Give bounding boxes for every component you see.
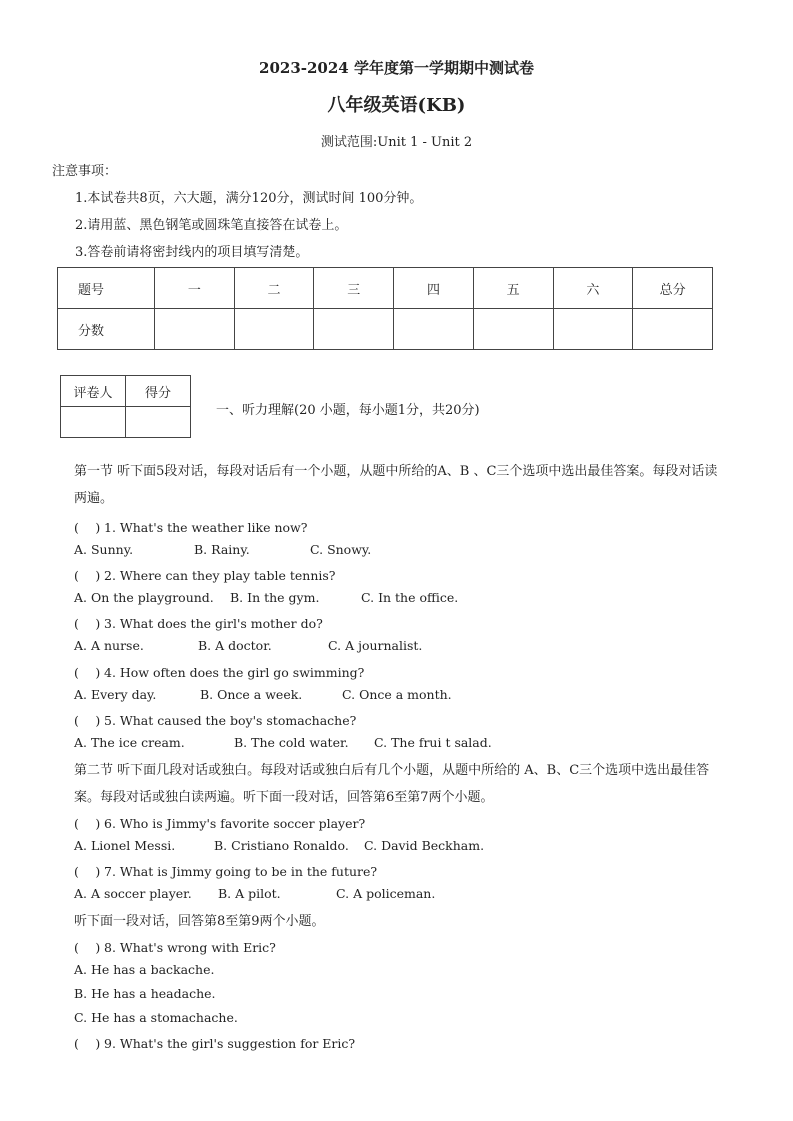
option: C. David Beckham. <box>364 838 485 853</box>
option: B. In the gym. <box>230 590 320 605</box>
notes-heading: 注意事项： <box>52 164 118 179</box>
option: B. Once a week. <box>200 687 303 702</box>
option: A. A nurse. <box>74 638 144 653</box>
score-cell: 一 <box>155 268 235 309</box>
grader-score-entry-cell[interactable] <box>126 407 191 438</box>
option: B. He has a headache. <box>74 986 216 1001</box>
options-row <box>74 590 458 605</box>
options-row <box>74 638 422 653</box>
options-row <box>74 542 371 557</box>
score-entry-cell[interactable] <box>234 309 314 350</box>
part2-sub-instructions: 听下面一段对话，回答第8至第9两个小题。 <box>74 914 325 929</box>
options-row <box>74 886 435 901</box>
score-cell: 四 <box>394 268 474 309</box>
option: C. He has a stomachache. <box>74 1010 238 1025</box>
question-text: 7. What is Jimmy going to be in the future? <box>104 864 378 879</box>
question-text: 3. What does the girl's mother do? <box>104 616 323 631</box>
option: B. A pilot. <box>218 886 281 901</box>
option: B. Rainy. <box>194 542 250 557</box>
answer-blank[interactable]: ( ) <box>74 713 101 728</box>
question-text: 6. Who is Jimmy's favorite soccer player? <box>104 816 366 831</box>
question-text: 1. What's the weather like now? <box>104 520 308 535</box>
answer-blank[interactable]: ( ) <box>74 616 101 631</box>
score-table-header-row <box>58 268 713 309</box>
exam-title: 2023-2024 学年度第一学期期中测试卷 <box>259 59 534 77</box>
option: A. He has a backache. <box>74 962 215 977</box>
question <box>74 614 323 632</box>
option: C. Once a month. <box>342 687 452 702</box>
question-text: 8. What's wrong with Eric? <box>104 940 276 955</box>
option: C. Snowy. <box>310 542 372 557</box>
question <box>74 938 276 956</box>
question <box>74 711 356 729</box>
answer-blank[interactable]: ( ) <box>74 568 101 583</box>
option: A. Every day. <box>74 687 157 702</box>
note-item: 2.请用蓝、黑色钢笔或圆珠笔直接答在试卷上。 <box>75 218 348 233</box>
score-entry-cell[interactable] <box>394 309 474 350</box>
question <box>74 518 307 536</box>
question <box>74 566 336 584</box>
answer-blank[interactable]: ( ) <box>74 864 101 879</box>
question <box>74 862 377 880</box>
question-text: 9. What's the girl's suggestion for Eric? <box>104 1036 356 1051</box>
answer-blank[interactable]: ( ) <box>74 940 101 955</box>
score-entry-cell[interactable] <box>473 309 553 350</box>
question-text: 2. Where can they play table tennis? <box>104 568 336 583</box>
option: C. In the office. <box>361 590 459 605</box>
score-cell: 二 <box>234 268 314 309</box>
score-label-cell: 分数 <box>58 309 155 350</box>
option: C. The frui t salad. <box>374 735 492 750</box>
answer-blank[interactable]: ( ) <box>74 816 101 831</box>
section-title: 一、听力理解(20 小题，每小题1分，共20分) <box>216 403 480 418</box>
grader-entry-cell[interactable] <box>61 407 126 438</box>
option: C. A policeman. <box>336 886 436 901</box>
score-entry-cell[interactable] <box>553 309 633 350</box>
score-cell: 题号 <box>58 268 155 309</box>
question <box>74 663 364 681</box>
grader-score-label: 得分 <box>126 376 191 407</box>
options-row <box>74 838 484 853</box>
grader-table <box>60 375 191 438</box>
option: C. A journalist. <box>328 638 423 653</box>
option: B. Cristiano Ronaldo. <box>214 838 349 853</box>
options-row <box>74 687 452 702</box>
question <box>74 814 365 832</box>
part1-instructions: 第一节 听下面5段对话，每段对话后有一个小题，从题中所给的A、B 、C三个选项中选出最佳答案。每段对话读两遍。 <box>74 464 718 506</box>
answer-blank[interactable]: ( ) <box>74 520 101 535</box>
score-cell: 总分 <box>633 268 713 309</box>
answer-blank[interactable]: ( ) <box>74 1036 101 1051</box>
note-item: 3.答卷前请将密封线内的项目填写清楚。 <box>75 245 309 260</box>
test-range: 测试范围:Unit 1 - Unit 2 <box>320 135 473 150</box>
question-text: 4. How often does the girl go swimming? <box>104 665 365 680</box>
grader-label: 评卷人 <box>61 376 126 407</box>
answer-blank[interactable]: ( ) <box>74 665 101 680</box>
option: A. On the playground. <box>74 590 214 605</box>
part2-instructions: 第二节 听下面几段对话或独白。每段对话或独白后有几个小题，从题中所给的 A、B、C三个选项中选出最佳答案。每段对话或独白读两遍。听下面一段对话，回答第6至第7两个小题。 <box>74 763 710 805</box>
exam-subtitle: 八年级英语(KB) <box>327 95 466 116</box>
option: A. Sunny. <box>74 542 134 557</box>
score-entry-cell[interactable] <box>633 309 713 350</box>
options-row <box>74 735 492 750</box>
option: B. A doctor. <box>198 638 272 653</box>
score-table-score-row <box>58 309 713 350</box>
score-table <box>57 267 713 350</box>
question-text: 5. What caused the boy's stomachache? <box>104 713 357 728</box>
note-item: 1.本试卷共8页，六大题，满分120分，测试时间 100分钟。 <box>75 191 423 206</box>
option: A. Lionel Messi. <box>74 838 176 853</box>
option: B. The cold water. <box>234 735 349 750</box>
score-cell: 六 <box>553 268 633 309</box>
score-entry-cell[interactable] <box>155 309 235 350</box>
score-cell: 三 <box>314 268 394 309</box>
option: A. A soccer player. <box>74 886 192 901</box>
question <box>74 1034 355 1052</box>
score-entry-cell[interactable] <box>314 309 394 350</box>
option: A. The ice cream. <box>74 735 185 750</box>
score-cell: 五 <box>473 268 553 309</box>
